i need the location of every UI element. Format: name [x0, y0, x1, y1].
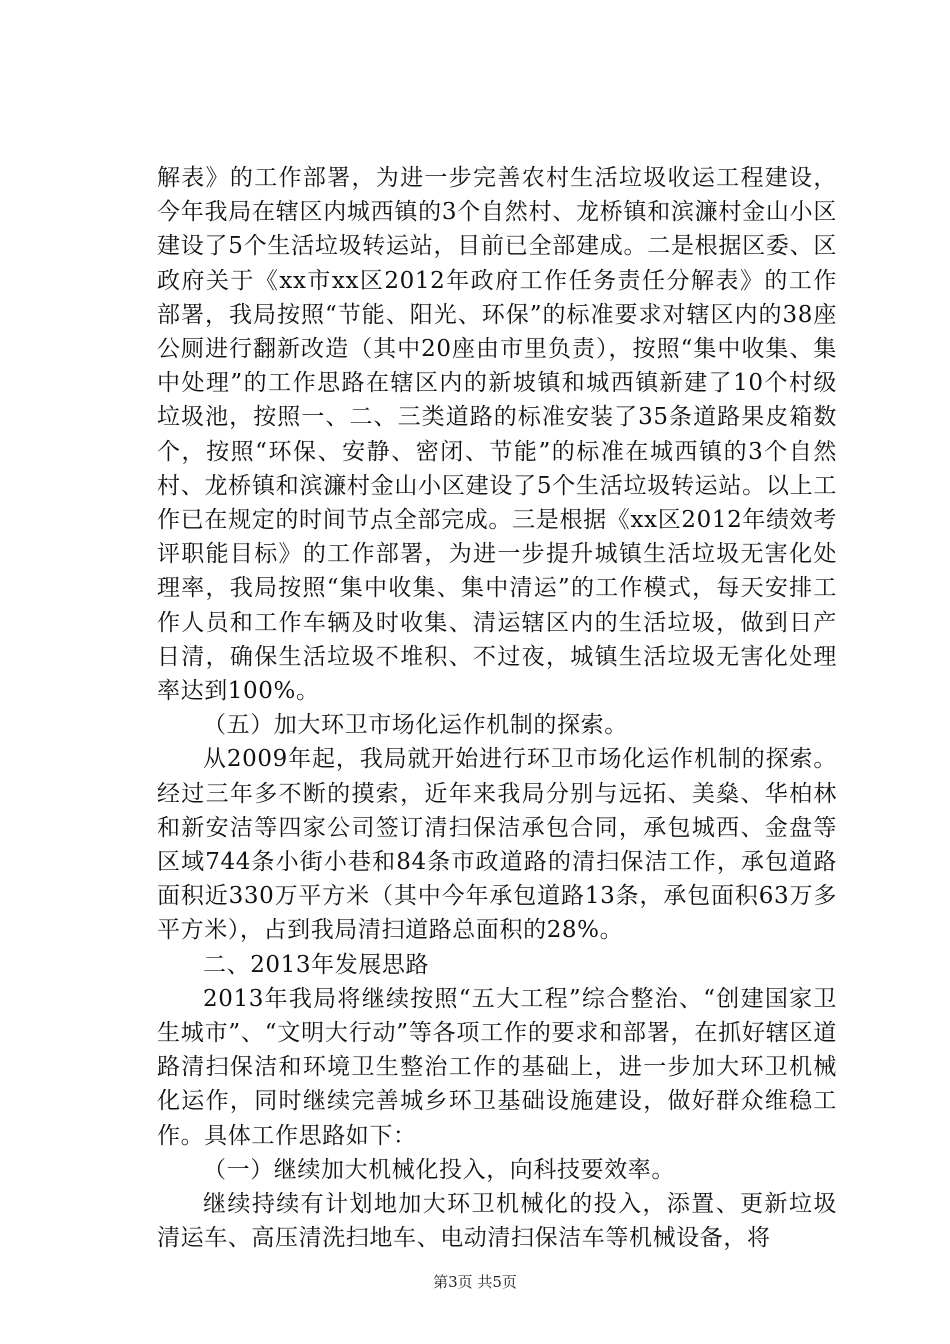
- page-footer: 第3页 共5页: [433, 1273, 517, 1291]
- section-heading-one: （一）继续加大机械化投入，向科技要效率。: [203, 1156, 675, 1183]
- paragraph-continuation: 解表》的工作部署，为进一步完善农村生活垃圾收运工程建设，今年我局在辖区内城西镇的3个自然村、龙桥镇和滨濂村金山小区建设了5个生活垃圾转运站，目前已全部建成。二是根据区委、区政府关于《xx市xx区2012年政府工作任务责任分解表》的工作部署，我局按照“节能、阳光、环保”的标准要求对辖区内的38座公厕进行翻新改造（其中20座由市里负责），按照“集中收集、集中处理”的工作思路在辖区内的新坡镇和城西镇新建了10个村级垃圾池，按照一、二、三类道路的标准安装了35条道路果皮箱数个，按照“环保、安静、密闭、节能”的标准在城西镇的3个自然村、龙桥镇和滨濂村金山小区建设了5个生活垃圾转运站。以上工作已在规定的时间节点全部完成。三是根据《xx区2012年绩效考评职能目标》的工作部署，为进一步提升城镇生活垃圾无害化处理率，我局按照“集中收集、集中清运”的工作模式，每天安排工作人员和工作车辆及时收集、清运辖区内的生活垃圾，做到日产日清，确保生活垃圾不堆积、不过夜，城镇生活垃圾无害化处理率达到100%。: [157, 165, 837, 705]
- paragraph-mechanization: 继续持续有计划地加大环卫机械化的投入，添置、更新垃圾清运车、高压清洗扫地车、电动清扫保洁车等机械设备，将: [157, 1191, 837, 1252]
- paragraph-2013-plan: 2013年我局将继续按照“五大工程”综合整治、“创建国家卫生城市”、“文明大行动”等各项工作的要求和部署，在抓好辖区道路清扫保洁和环境卫生整治工作的基础上，进一步加大环卫机械化运作，同时继续完善城乡环卫基础设施建设，做好群众维稳工作。具体工作思路如下：: [157, 985, 837, 1149]
- section-heading-2013-plan: 二、2013年发展思路: [203, 951, 430, 978]
- section-heading-five: （五）加大环卫市场化运作机制的探索。: [203, 712, 628, 739]
- paragraph-market-operation: 从2009年起，我局就开始进行环卫市场化运作机制的探索。经过三年多不断的摸索，近年来我局分别与远拓、美燊、华柏林和新安洁等四家公司签订清扫保洁承包合同，承包城西、金盘等区域744条小街小巷和84条市政道路的清扫保洁工作，承包道路面积近330万平方米（其中今年承包道路13条，承包面积63万多平方米），占到我局清扫道路总面积的28%。: [157, 746, 837, 944]
- document-body: [157, 161, 837, 1256]
